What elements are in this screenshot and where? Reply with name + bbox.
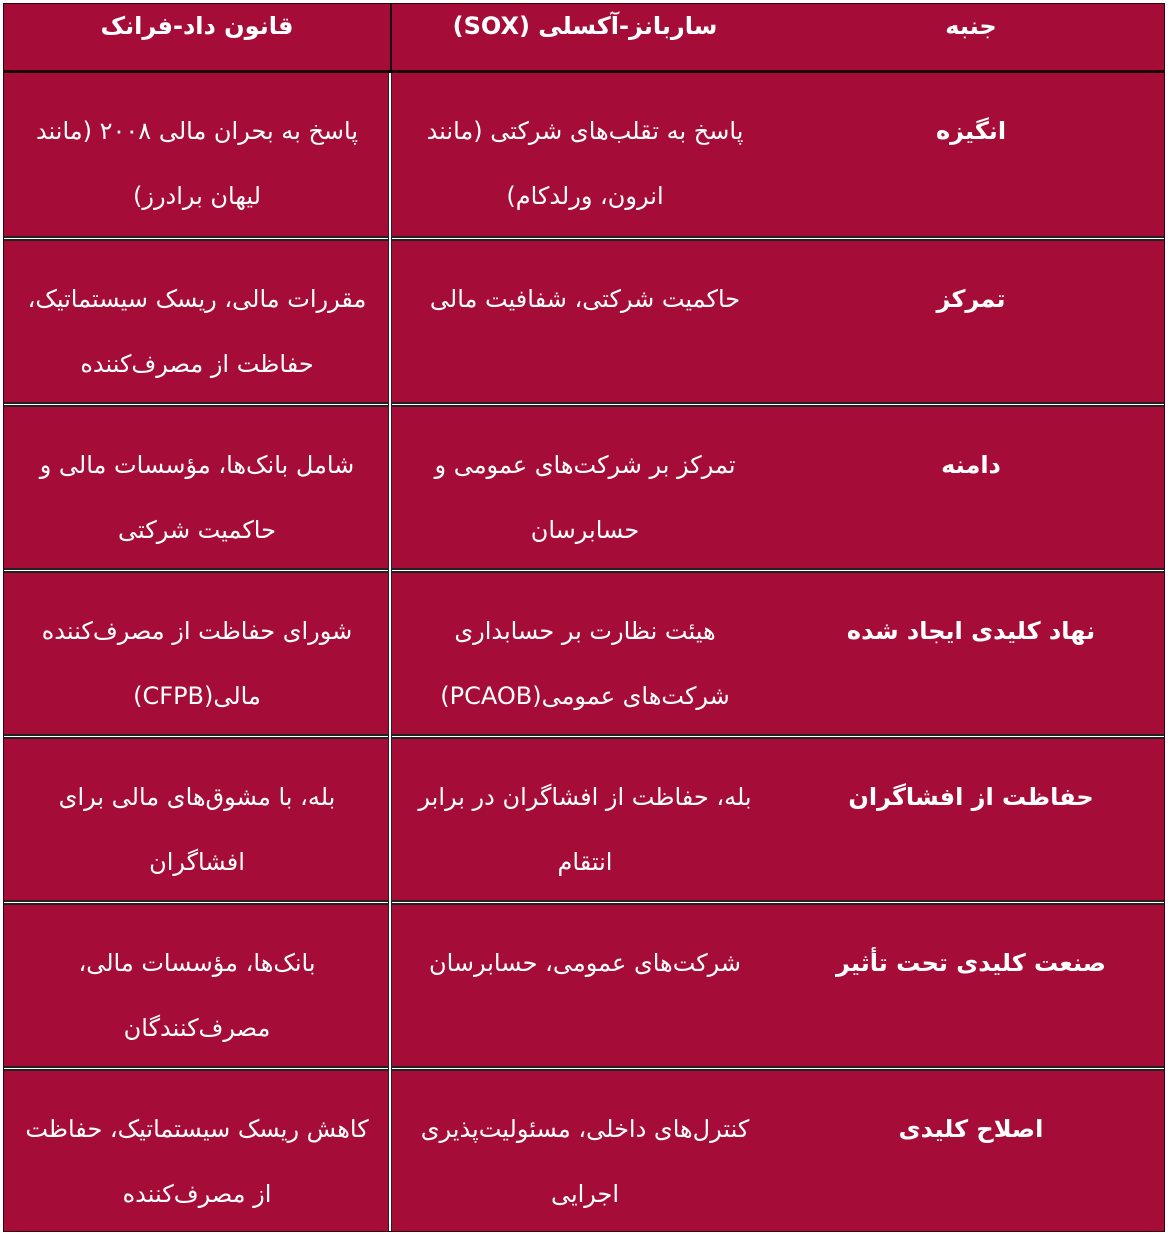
table-row <box>4 905 1164 1065</box>
row-aspect: دامنه <box>941 451 1001 479</box>
row-sox: پاسخ به تقلب‌های شرکتی (مانند انرون، ورلدکام) <box>390 73 778 233</box>
table-row <box>4 73 1164 233</box>
row-dodd-frank: بانک‌ها، مؤسسات مالی، مصرف‌کنندگان <box>78 949 316 1042</box>
table-row <box>4 573 1164 733</box>
table-header-row <box>4 4 1164 70</box>
table-row <box>4 241 1164 401</box>
table-row <box>4 407 1164 567</box>
row-dodd-frank: مقررات مالی، ریسک سیستماتیک، حفاظت از مصرف‌کننده <box>27 285 367 378</box>
row-aspect: حفاظت از افشاگران <box>848 783 1094 811</box>
row-dodd-frank: پاسخ به بحران مالی ۲۰۰۸ (مانند لیهان برادرز) <box>35 117 359 210</box>
row-aspect: تمرکز <box>936 285 1006 313</box>
row-aspect: صنعت کلیدی تحت تأثیر <box>836 949 1106 977</box>
row-sox: تمرکز بر شرکت‌های عمومی و حسابرسان <box>390 407 778 567</box>
column-divider <box>388 73 392 1231</box>
header-aspect: جنبه <box>945 12 997 40</box>
table-row <box>4 1071 1164 1231</box>
row-dodd-frank: کاهش ریسک سیستماتیک، حفاظت از مصرف‌کننده <box>25 1115 369 1208</box>
row-sox: هیئت نظارت بر حسابداری شرکت‌های عمومی(PCAOB) <box>390 573 778 733</box>
comparison-table <box>3 3 1165 1232</box>
header-dodd-frank: قانون داد-فرانک <box>100 12 294 40</box>
header-sox: ساربانز-آکسلی (SOX) <box>390 4 778 70</box>
row-aspect: اصلاح کلیدی <box>898 1115 1044 1143</box>
table-row <box>4 739 1164 899</box>
row-dodd-frank: شورای حفاظت از مصرف‌کننده مالی(CFPB) <box>41 617 353 710</box>
row-sox: حاکمیت شرکتی، شفافیت مالی <box>390 241 778 401</box>
row-aspect: نهاد کلیدی ایجاد شده <box>846 617 1096 645</box>
row-dodd-frank: شامل بانک‌ها، مؤسسات مالی و حاکمیت شرکتی <box>39 451 355 544</box>
row-dodd-frank: بله، با مشوق‌های مالی برای افشاگران <box>58 783 336 876</box>
row-sox: شرکت‌های عمومی، حسابرسان <box>390 905 778 1065</box>
row-sox: کنترل‌های داخلی، مسئولیت‌پذیری اجرایی <box>390 1071 778 1231</box>
row-aspect: انگیزه <box>935 117 1007 145</box>
row-sox: بله، حفاظت از افشاگران در برابر انتقام <box>390 739 778 899</box>
